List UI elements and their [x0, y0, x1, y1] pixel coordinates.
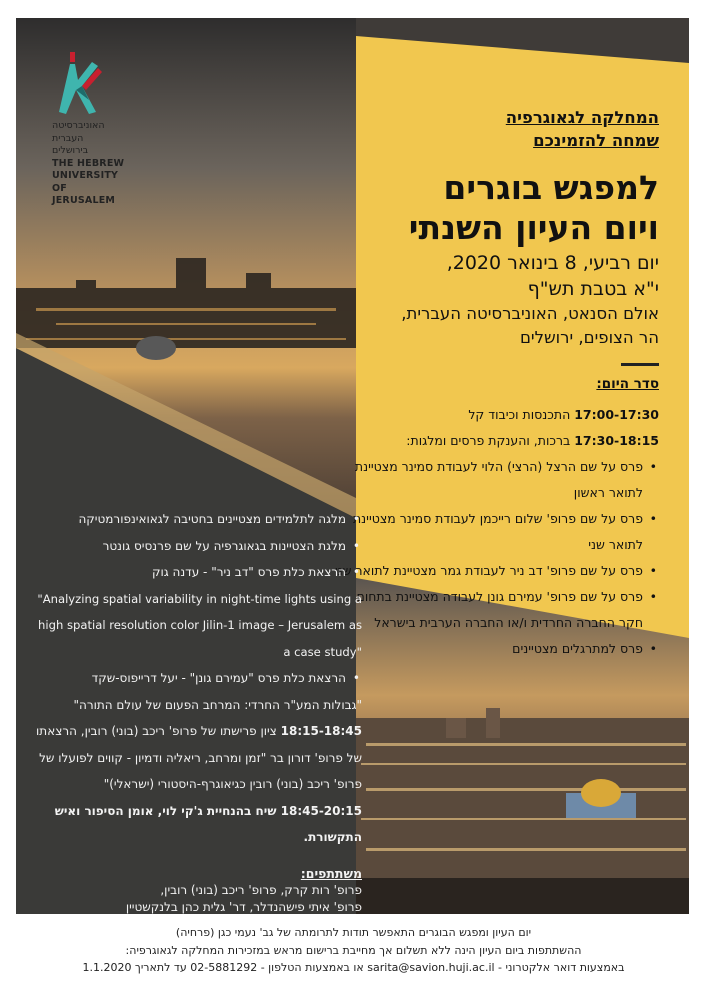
session-time: 18:45-20:15: [280, 803, 362, 818]
agenda-time: 17:00-17:30: [574, 407, 659, 422]
venue-line2: הר הצופים, ירושלים: [519, 328, 659, 347]
prize-item: • פרס על שם הרצל (הרצי) הלוי לעבודת סמינר מצטיינת לתואר ראשון: [329, 454, 659, 506]
participants-line: פרופ' רות קרק, פרופ' ריכב (בוני) רובין,: [160, 883, 362, 897]
lecture-title-english: "Analyzing spatial variability in night-time lights using a high spatial resolution color Jilin-1 image – Jerusalem as a case study": [37, 591, 362, 659]
agenda-text: ברכות, והענקת פרסים ומלגות:: [406, 433, 571, 448]
poster: [16, 18, 689, 914]
footer-donation: יום העיון ומפגש הבוגרים התאפשר תודות לתרומתה של גב' נעמי כגן (פרחיה): [175, 926, 532, 939]
logo-english-line3: OF JERUSALEM: [52, 182, 116, 206]
prize-item: • פרס על שם פרופ' עמירם גונן לעבודה מצטיינת בתחום חקר החברה החרדית ו/או החברה הערבית בישראל: [329, 584, 659, 636]
program-item: • הרצאת כלת פרס "עמירם גונן" - יעל דרייפוס-שקד: [32, 665, 362, 692]
divider: [621, 363, 659, 366]
footer: [20, 924, 687, 977]
agenda-item: [329, 428, 659, 454]
event-date: [319, 250, 659, 302]
invitation-line: שמחה להזמינכם: [533, 131, 659, 150]
agenda-time: 17:30-18:15: [574, 433, 659, 448]
logo-hebrew-line1: האוניברסיטה: [52, 120, 105, 131]
date-line2: י"א בטבת תש"ף: [527, 278, 659, 300]
participants-line: פרופ' איתי פישהנדלר, דר' גלית כהן בלנקשטיין: [125, 900, 362, 914]
program-item: • הרצאת כלת פרס "דב ניר" - עדנה גוק: [32, 559, 362, 586]
event-venue: [319, 302, 659, 350]
university-logo: [52, 50, 132, 208]
session-text: שיח בהנחיית ג'קי לוי, אומן הסיפור ואיש התקשורת.: [54, 803, 362, 844]
department-name: המחלקה לגאוגרפיה: [505, 108, 659, 127]
logo-hebrew-line3: בירושלים: [52, 145, 89, 156]
prize-item: • פרס על שם פרופ' דב ניר לעבודת גמר מצטיינת לתואר שני: [329, 558, 659, 584]
prize-item: • פרס למתרגלים מצטיינים: [329, 636, 659, 662]
event-title: [319, 168, 659, 248]
session-time: 18:15-18:45: [280, 724, 362, 738]
session-panel: [32, 798, 362, 851]
logo-hebrew-line2: העברית: [52, 132, 84, 144]
program-item: • מלגת הצטיינות בגאוגרפיה על שם פרנסיס גונטר: [32, 533, 362, 560]
participants-heading: משתתפים:: [300, 866, 362, 881]
title-line1: למפגש בוגרים: [443, 168, 659, 207]
lecture-title-hebrew: "גבולות המע"ר החרדי: המרחב הפעום של עולם התורה": [73, 697, 362, 712]
department-invitation: [319, 106, 659, 152]
hebrew-university-emblem-icon: [52, 50, 104, 120]
agenda-text: התכנסות וכיבוד קל: [468, 407, 571, 422]
agenda: [329, 402, 659, 662]
agenda-item: [329, 402, 659, 428]
title-line2: ויום העיון השנתי: [408, 208, 659, 247]
agenda-heading: סדר היום:: [596, 376, 659, 392]
participants: [32, 882, 362, 914]
session-retirement: [32, 718, 362, 798]
date-line1: יום רביעי, 8 בינואר 2020,: [446, 252, 659, 274]
program-continued: [32, 506, 362, 851]
program-item: • מלגה לתלמידים מצטיינים בחטיבה לגאואינפורמטיקה: [32, 506, 362, 533]
logo-english-line1: THE HEBREW: [52, 157, 125, 169]
venue-line1: אולם הסנאט, האוניברסיטה העברית,: [401, 304, 659, 323]
logo-english-line2: UNIVERSITY: [52, 170, 119, 181]
prize-item: • פרס על שם פרופ' שלום רייכמן לעבודת סמינר מצטיינת לתואר שני: [329, 506, 659, 558]
footer-registration: ההשתתפות ביום העיון הינה ללא תשלום אך מחייבת ברישום מראש במזכירות המחלקה לגאוגרפיה:: [125, 943, 582, 957]
footer-contact[interactable]: באמצעות דואר אלקטרוני - sarita@savion.huji.ac.il או באמצעות הטלפון - 02-5881292 עד לתאריך 1.1.2020: [82, 961, 625, 974]
session-text: ציון פרישתו של פרופ' ריכב (בוני) רובין, הרצאתו של פרופ' דורון בר "זמן ומרחב, ריאליה ודמיון - קווים לפועלו של פרופ' ריכב (בוני) רובין כגיאוגרף-היסטורי (ישראלי)": [36, 724, 362, 791]
